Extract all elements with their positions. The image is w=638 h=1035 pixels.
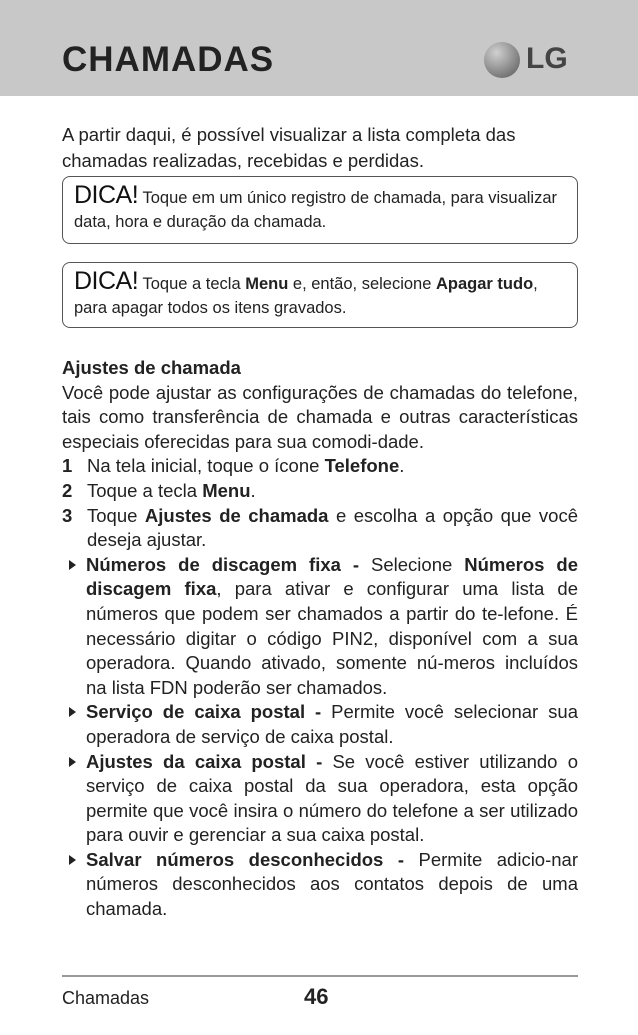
- bullet-text: Salvar números desconhecidos - Permite adicio-nar números desconhecidos aos contatos depois de uma chamada.: [86, 848, 578, 920]
- tip-text: Toque em um único registro de chamada, para visualizar data, hora e duração da chamada.: [74, 189, 558, 231]
- arrow-bullet-icon: [62, 553, 86, 701]
- tip-text: e, então, selecione: [288, 275, 436, 293]
- lg-logo-text: LG: [526, 42, 568, 75]
- step-number: 1: [62, 455, 73, 477]
- step-item: [62, 479, 578, 504]
- page-number: 46: [304, 984, 329, 1009]
- arrow-bullet-icon: [62, 700, 86, 749]
- page-header: [0, 0, 638, 96]
- tip-label: DICA!: [74, 181, 139, 209]
- section-description: Você pode ajustar as configurações de chamadas do telefone, tais como transferência de chamada e outras características especiais oferecidas para sua comodi-dade.: [62, 381, 578, 452]
- intro-paragraph: A partir daqui, é possível visualizar a lista completa das chamadas realizadas, recebidas e perdidas.: [62, 124, 516, 171]
- tip-box-2: [62, 262, 578, 328]
- page-title: CHAMADAS: [62, 40, 275, 79]
- bullet-item: [62, 848, 578, 922]
- step-number: 2: [62, 479, 73, 501]
- lg-logo: [484, 40, 584, 80]
- tip-text: Toque a tecla: [138, 275, 246, 293]
- step-text: Toque Ajustes de chamada e escolha a opção que você deseja ajustar.: [87, 504, 579, 551]
- tip-delete-all: Apagar tudo: [436, 275, 534, 293]
- bullet-text: Ajustes da caixa postal - Se você estiver utilizando o serviço de caixa postal da sua operadora, esta opção permite que você insira o número do telefone a ser utilizado para ouvir e gerenciar a sua caixa postal.: [86, 750, 578, 846]
- lg-logo-icon: [484, 42, 520, 78]
- footer-divider: [62, 975, 578, 977]
- tip-menu-key: Menu: [245, 275, 289, 293]
- bullet-text: Serviço de caixa postal - Permite você selecionar sua operadora de serviço de caixa postal.: [86, 701, 578, 747]
- tip-label: DICA!: [74, 267, 139, 295]
- arrow-bullet-icon: [62, 848, 86, 922]
- step-item: [62, 454, 578, 479]
- arrow-bullet-icon: [62, 750, 86, 848]
- step-text: Toque a tecla Menu.: [87, 479, 256, 501]
- section-title: Ajustes de chamada: [62, 357, 241, 378]
- bullet-item: [62, 553, 578, 701]
- step-number: 3: [62, 504, 73, 526]
- step-text: Na tela inicial, toque o ícone Telefone.: [87, 455, 405, 477]
- call-settings-section: [62, 356, 578, 922]
- bullet-text: Números de discagem fixa - Selecione Números de discagem fixa, para ativar e configurar uma lista de números que podem ser chamados a partir do te-lefone. É necessário digitar o código PIN2, disponível com a sua operadora. Quando ativado, somente nú-meros incluídos na lista FDN poderão ser chamados.: [86, 553, 579, 698]
- tip-text: , para apagar todos os itens gravados.: [74, 275, 538, 317]
- bullet-item: [62, 700, 578, 749]
- bullet-item: [62, 750, 578, 848]
- footer-section-name: Chamadas: [62, 988, 150, 1008]
- tip-box-1: [62, 176, 578, 244]
- step-item: [62, 504, 578, 553]
